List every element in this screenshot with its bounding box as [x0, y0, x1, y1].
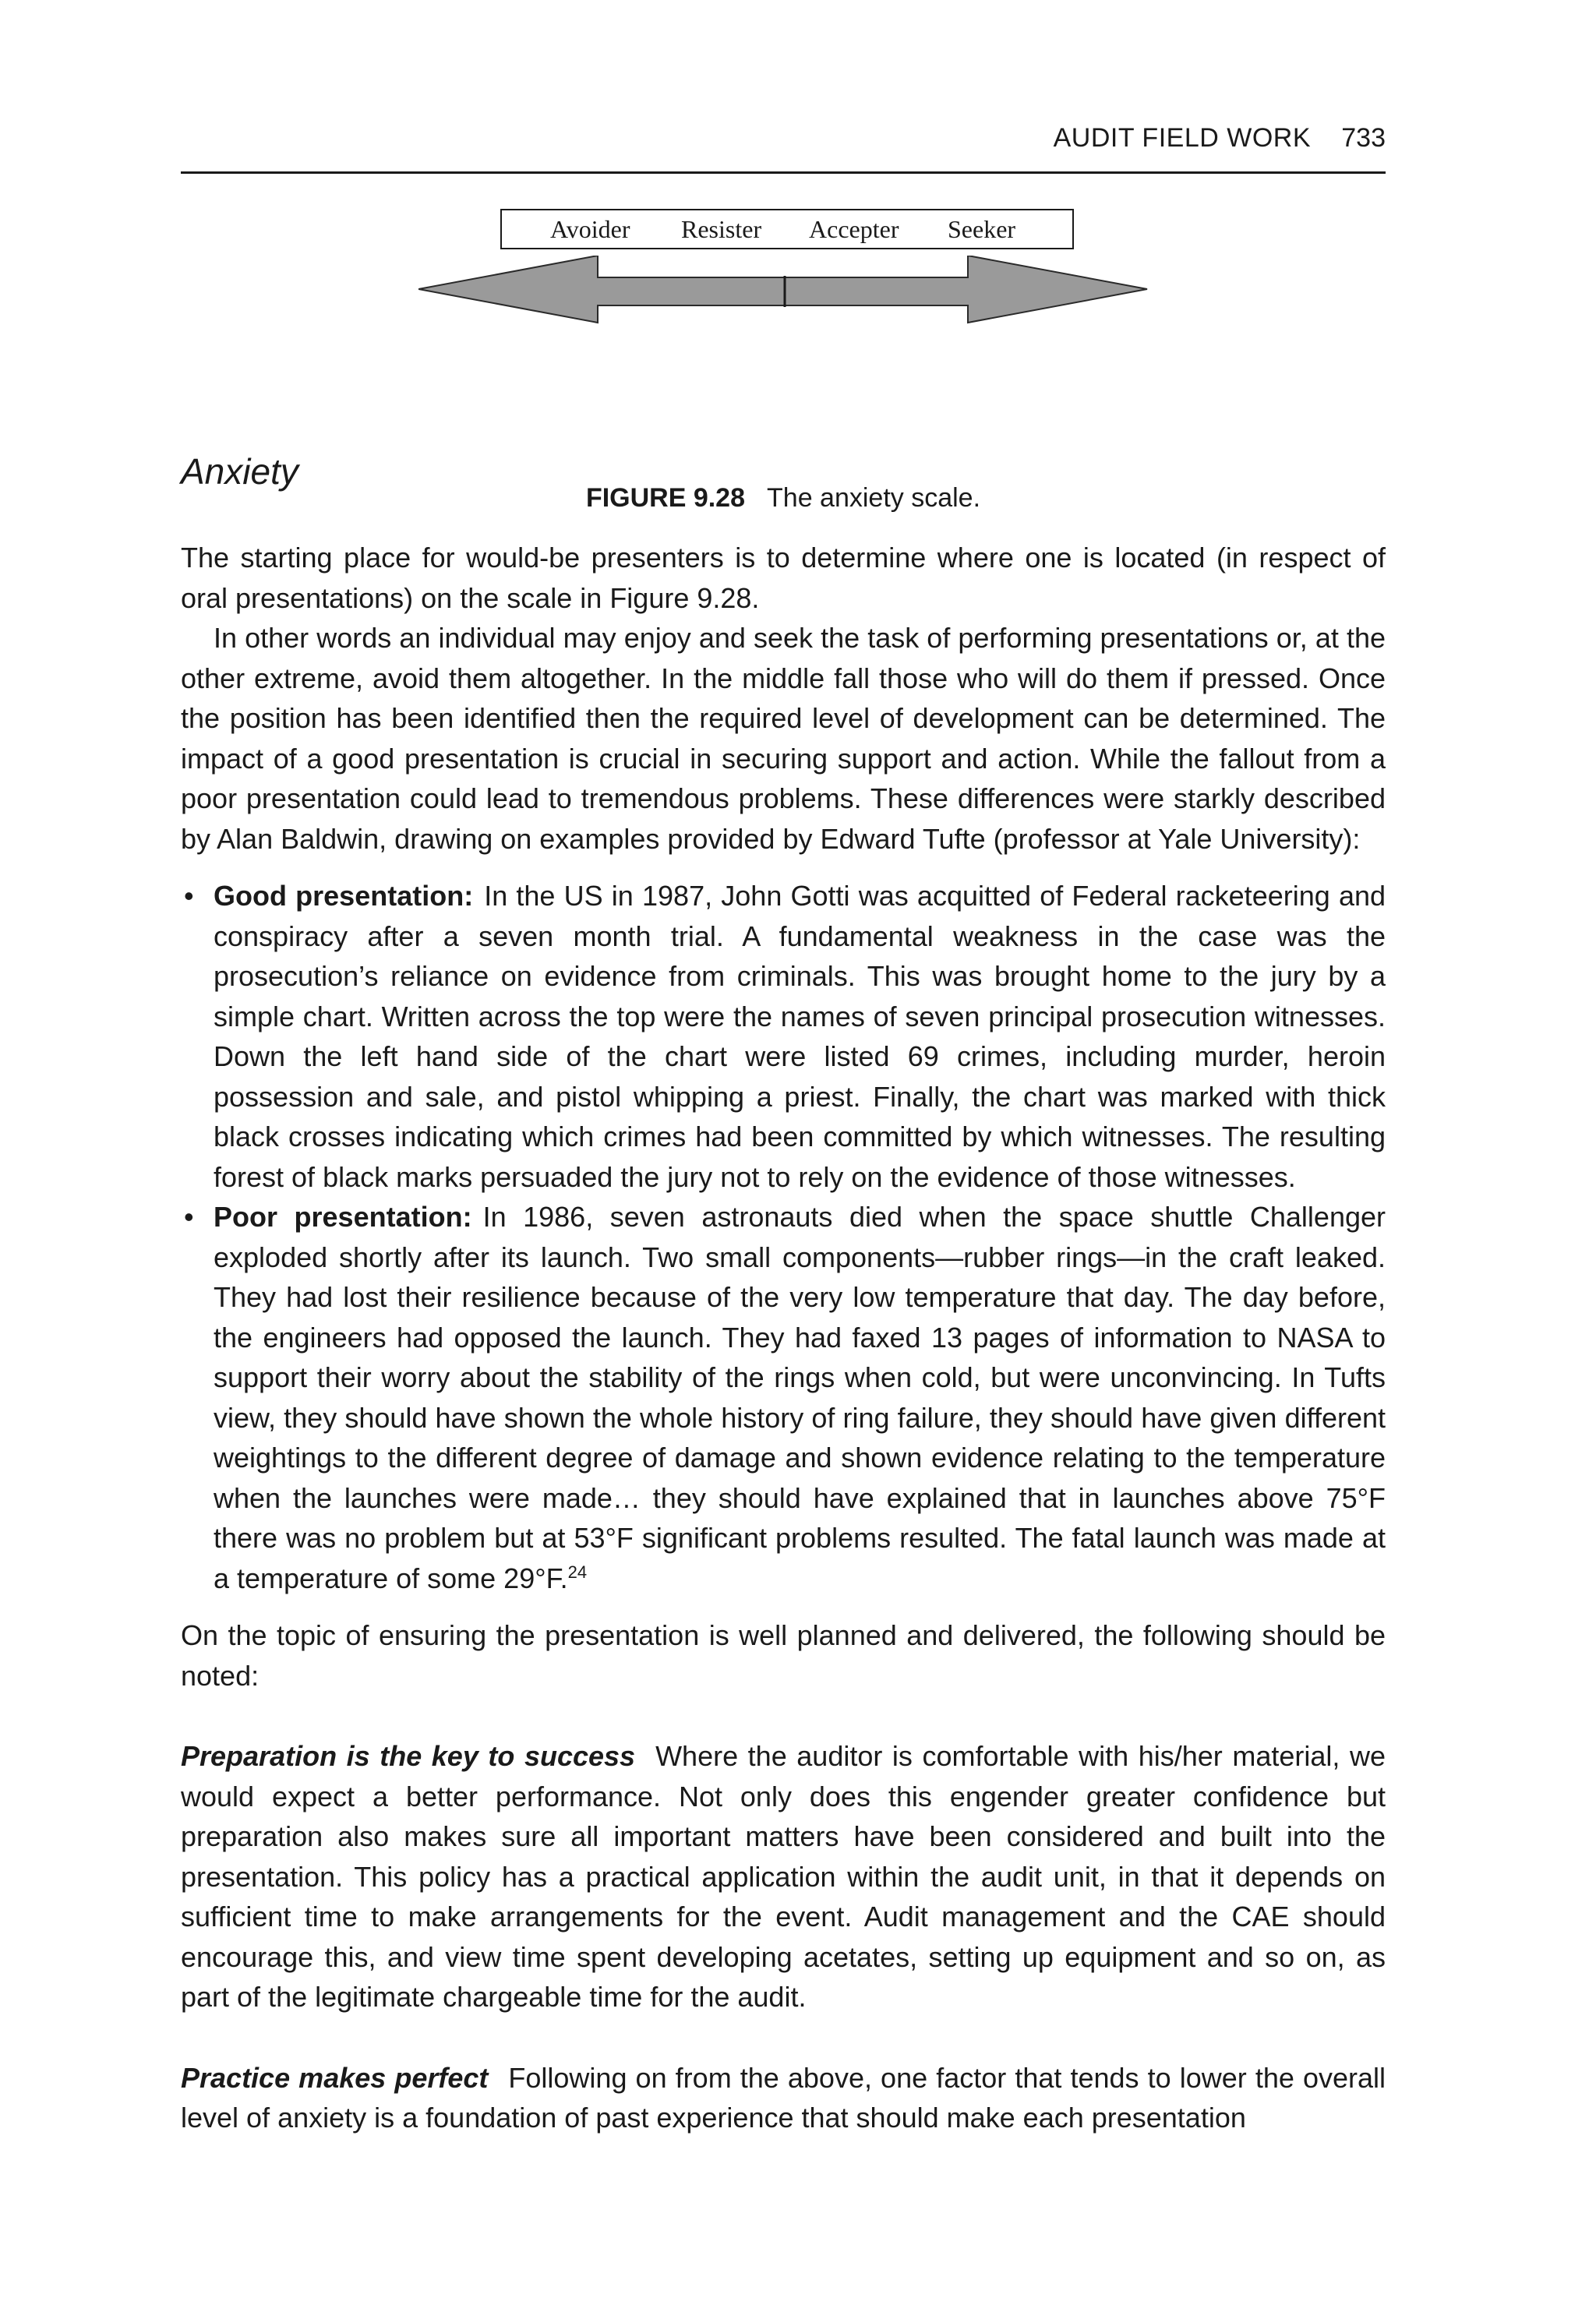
bullet-poor-presentation — [181, 1197, 1386, 1598]
scale-label-avoider: Avoider — [550, 215, 630, 243]
paragraph-intro: The starting place for would-be presenters is to determine where one is located (in respect of oral presentations) on the scale in Figure 9.28. — [181, 542, 1386, 614]
runin-practice — [181, 2058, 1386, 2138]
bullet-dot-icon: • — [184, 1201, 194, 1233]
figure-anxiety-scale — [181, 209, 1386, 536]
runin-preparation — [181, 1736, 1386, 2017]
body-text — [181, 538, 1386, 2138]
runin-text: Following on from the above, one factor that tends to lower the overall level of anxiety is a foundation of past experience that should make each presentation — [181, 2061, 1386, 2134]
figure-caption-label: FIGURE 9.28 — [585, 483, 746, 513]
bullet-text: In 1986, seven astronauts died when the space shuttle Challenger exploded shortly after its launch. Two small components—rubber rings—in the craft leaked. They had lost their resilience because of the very low temperature that day. The day before, the engineers had opposed the launch. They had faxed 13 pages of information to NASA to support their worry about the stability of the rings when cold, but were unconvincing. In Tufts view, they should have shown the whole history of ring failure, they should have given different weightings to the different degree of damage and shown evidence relating to the temperature when the launches were made… they should have explained that in launches above 75°F there was no problem but at 53°F significant problems resulted. The fatal launch was made at a temperature of some 29°F. — [214, 1201, 1386, 1594]
left-arrow-shape — [418, 256, 785, 323]
bullet-dot-icon: • — [184, 880, 194, 912]
paragraph-development: In other words an individual may enjoy and seek the task of performing presentations or, at the other extreme, avoid them altogether. In the middle fall those who will do them if pressed. Once the position has been identified then the required level of development can be determined. The impact of a good presentation is crucial in securing support and action. While the fallout from a poor presentation could lead to tremendous problems. These differences were starkly described by Alan Baldwin, drawing on examples provided by Edward Tufte (professor at Yale University): — [181, 622, 1386, 855]
figure-caption-text: The anxiety scale. — [767, 483, 981, 513]
section-heading: Anxiety — [181, 451, 298, 492]
running-head — [181, 117, 1386, 174]
right-arrow-shape — [785, 256, 1147, 323]
runin-heading: Practice makes perfect — [181, 2061, 489, 2094]
bullet-lead: Poor presentation: — [214, 1201, 472, 1233]
footnote-marker: 24 — [567, 1562, 588, 1582]
scale-label-resister: Resister — [681, 215, 762, 243]
runin-text: Where the auditor is comfortable with his/her material, we would expect a better performance. Not only does this engender greater confidence but preparation also makes sure all important matters have been considered and built into the presentation. This policy has a practical application within the audit unit, in that it depends on sufficient time to make arrangements for the event. Audit management and the CAE should encourage this, and view time spent developing acetates, setting up equipment and so on, as part of the legitimate chargeable time for the audit. — [181, 1740, 1386, 2013]
runin-heading: Preparation is the key to success — [181, 1740, 636, 1772]
running-head-title: AUDIT FIELD WORK — [1053, 123, 1311, 153]
bullet-lead: Good presentation: — [214, 880, 474, 912]
bullet-text: In the US in 1987, John Gotti was acquitted of Federal racketeering and conspiracy after a seven month trial. A fundamental weakness in the case was the prosecution’s reliance on evidence from criminals. This was brought home to the jury by a simple chart. Written across the top were the names of seven principal prosecution witnesses. Down the left hand side of the chart were listed 69 crimes, including murder, heroin possession and sale, and pistol whipping a priest. Finally, the chart was marked with thick black crosses indicating which crimes had been committed by which witnesses. The resulting forest of black marks persuaded the jury not to rely on the evidence of those witnesses. — [214, 880, 1386, 1193]
paragraph-topic: On the topic of ensuring the presentation is well planned and delivered, the following should be noted: — [181, 1619, 1386, 1692]
scale-label-accepter: Accepter — [809, 215, 899, 243]
bullet-good-presentation — [181, 876, 1386, 1197]
figure-caption — [181, 483, 1386, 514]
double-arrow-graphic — [418, 256, 1151, 334]
page-number: 733 — [1341, 123, 1386, 153]
scale-label-seeker: Seeker — [948, 215, 1016, 243]
scale-label-box — [500, 209, 1074, 249]
bullet-list — [181, 876, 1386, 1598]
